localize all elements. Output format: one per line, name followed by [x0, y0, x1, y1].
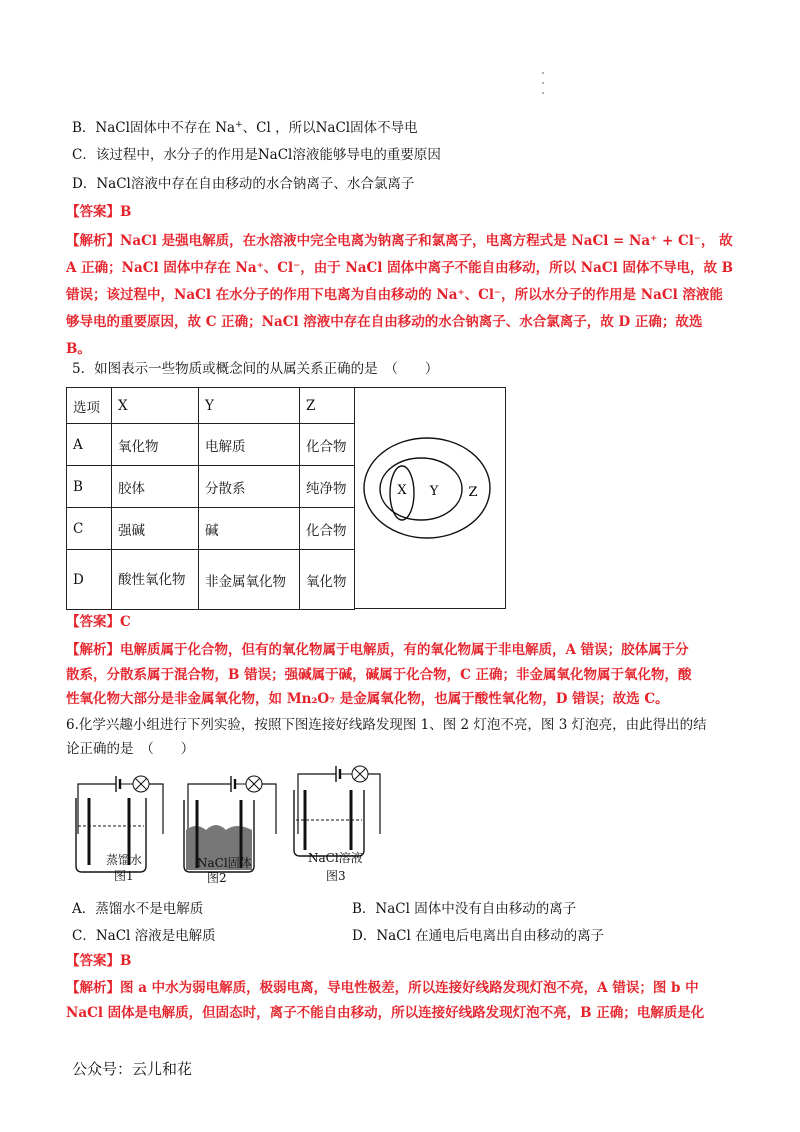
- table-cell: 酸性氧化物: [112, 550, 199, 610]
- table-row: [67, 508, 355, 550]
- q4-answer: 【答案】B: [66, 204, 132, 220]
- figure-2-name: 图2: [207, 871, 227, 885]
- q4-option-b: B．NaCl固体中不存在 Na+、Cl ，所以NaCl固体不导电: [72, 120, 418, 136]
- q5-analysis-1: 【解析】电解质属于化合物，但有的氧化物属于电解质，有的氧化物属于非电解质，A 错误；胶体属于分: [66, 642, 689, 658]
- table-cell: 纯净物: [300, 466, 355, 508]
- q4-analysis-4: 够导电的重要原因，故 C 正确；NaCl 溶液中存在自由移动的水合钠离子、水合氯离子，故 D 正确；故选: [66, 314, 703, 330]
- table-cell: 电解质: [199, 424, 300, 466]
- table-cell: 氧化物: [300, 550, 355, 610]
- q6-option-b: B．NaCl 固体中没有自由移动的离子: [352, 901, 577, 917]
- figure-1-name: 图1: [114, 869, 134, 883]
- q6-analysis-2: NaCl 固体是电解质，但固态时，离子不能自由移动，所以连接好线路发现灯泡不亮，B 正确；电解质是化: [66, 1005, 705, 1021]
- venn-diagram: [354, 387, 506, 609]
- page-dots: [542, 72, 546, 102]
- q4-analysis-2: A 正确；NaCl 固体中存在 Na⁺、Cl⁻，由于 NaCl 固体中离子不能自由移动，所以 NaCl 固体不导电，故 B: [66, 260, 734, 276]
- table-cell: D: [67, 550, 112, 610]
- q5-stem: 5．如图表示一些物质或概念间的从属关系正确的是 （ ）: [72, 361, 439, 377]
- table-header-cell: 选项: [67, 388, 112, 424]
- table-header-cell: X: [112, 388, 199, 424]
- q6-option-d: D．NaCl 在通电后电离出自由移动的离子: [352, 928, 605, 944]
- q6-analysis-1: 【解析】图 a 中水为弱电解质，极弱电离，导电性极差，所以连接好线路发现灯泡不亮，A 错误；图 b 中: [66, 980, 699, 996]
- q4-analysis-1: 【解析】NaCl 是强电解质，在水溶液中完全电离为钠离子和氯离子，电离方程式是 NaCl = Na⁺ + Cl⁻， 故: [66, 233, 733, 249]
- q4-option-d: D．NaCl溶液中存在自由移动的水合钠离子、水合氯离子: [72, 176, 415, 192]
- table-cell: 氧化物: [112, 424, 199, 466]
- q6-option-c: C．NaCl 溶液是电解质: [72, 928, 216, 944]
- venn-label-z: Z: [468, 485, 478, 500]
- table-header-cell: Z: [300, 388, 355, 424]
- table-cell: 化合物: [300, 508, 355, 550]
- table-cell: 强碱: [112, 508, 199, 550]
- venn-label-x: X: [397, 483, 407, 498]
- table-row: [67, 466, 355, 508]
- table-cell: B: [67, 466, 112, 508]
- figure-3-apparatus: [294, 766, 380, 856]
- q6-answer: 【答案】B: [66, 953, 132, 969]
- table-cell: 化合物: [300, 424, 355, 466]
- table-header-cell: Y: [199, 388, 300, 424]
- q4-option-c: C．该过程中，水分子的作用是NaCl溶液能够导电的重要原因: [72, 147, 441, 163]
- table-cell: C: [67, 508, 112, 550]
- table-cell: 胶体: [112, 466, 199, 508]
- q5-analysis-2: 散系，分散系属于混合物，B 错误；强碱属于碱，碱属于化合物，C 正确；非金属氧化物属于氧化物，酸: [66, 667, 692, 683]
- q4-analysis-5: B。: [66, 341, 91, 357]
- venn-label-y: Y: [429, 484, 439, 499]
- table-row: [67, 424, 355, 466]
- figure-1-label: 蒸馏水: [106, 853, 143, 867]
- venn-svg: [355, 388, 505, 608]
- q6-stem-1: 6.化学兴趣小组进行下列实验，按照下图连接好线路发现图 1、图 2 灯泡不亮，图 3 灯泡亮，由此得出的结: [66, 717, 707, 733]
- table-header-row: [67, 388, 355, 424]
- q5-answer: 【答案】C: [66, 614, 131, 630]
- q6-option-a: A．蒸馏水不是电解质: [72, 901, 204, 917]
- q5-analysis-3: 性氧化物大部分是非金属氧化物，如 Mn₂O₇ 是金属氧化物，也属于酸性氧化物，D 错误；故选 C。: [66, 691, 669, 707]
- table-row: [67, 550, 355, 610]
- q6-stem-2: 论正确的是 （ ）: [66, 741, 195, 757]
- table-cell: 非金属氧化物: [199, 550, 300, 610]
- figure-2-label: NaCl固体: [197, 856, 252, 870]
- footer-wechat-account: 公众号：云儿和花: [72, 1060, 193, 1078]
- table-cell: 分散系: [199, 466, 300, 508]
- q5-options-table: [66, 387, 355, 610]
- table-cell: A: [67, 424, 112, 466]
- table-cell: 碱: [199, 508, 300, 550]
- q4-analysis-3: 错误；该过程中，NaCl 在水分子的作用下电离为自由移动的 Na⁺、Cl⁻，所以水分子的作用是 NaCl 溶液能: [66, 287, 723, 303]
- figure-3-label: NaCl溶液: [308, 851, 363, 865]
- figure-3-name: 图3: [326, 869, 346, 883]
